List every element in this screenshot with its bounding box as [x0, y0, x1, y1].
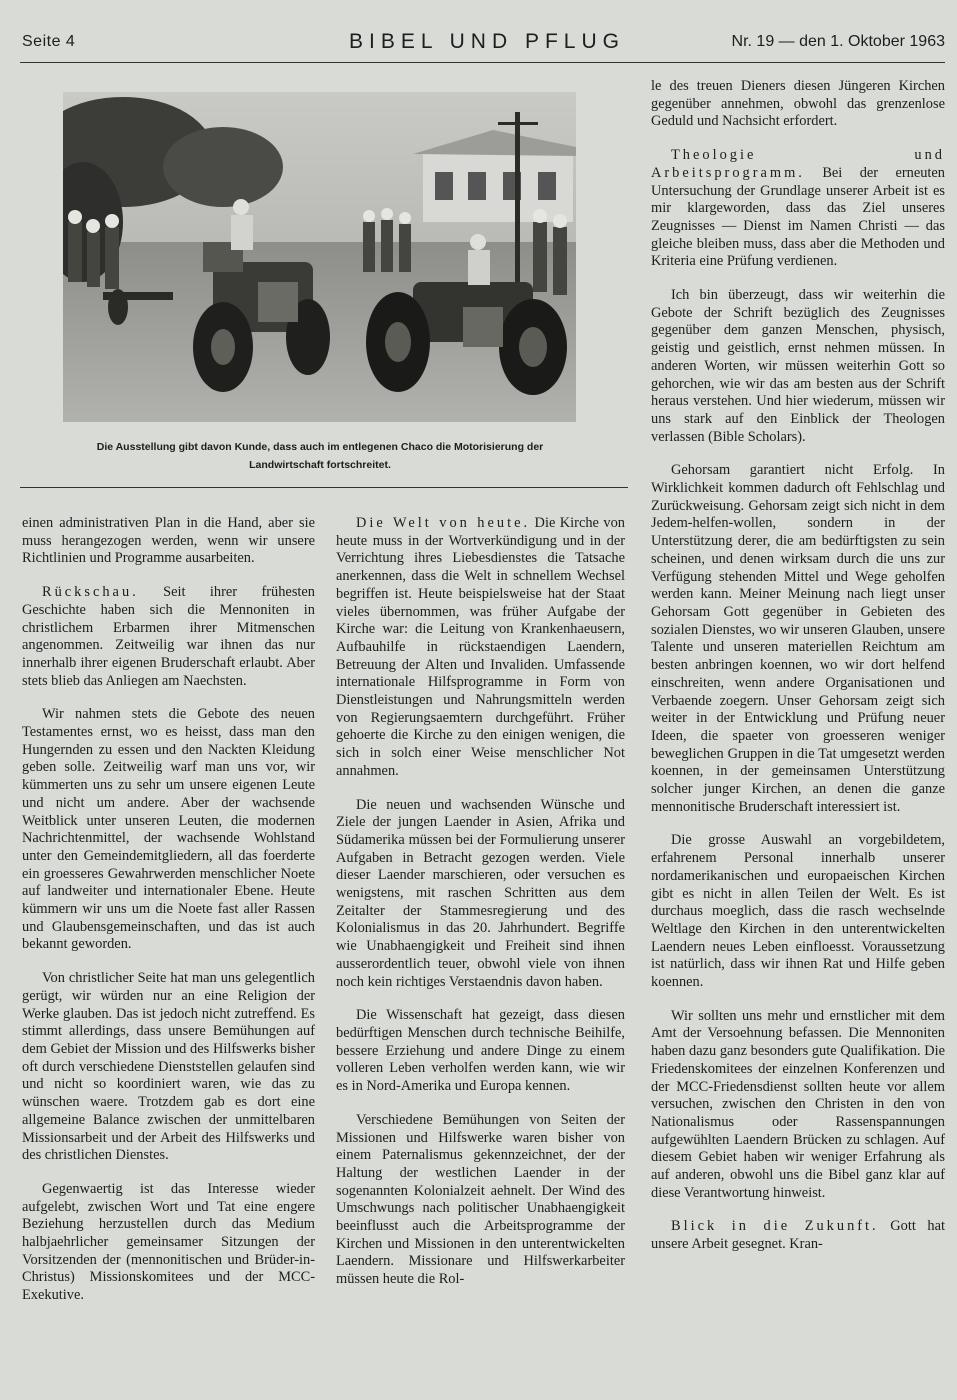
column-2	[336, 515, 625, 1305]
col3-paragraph: Ich bin überzeugt, dass wir weiterhin die Gebote der Schrift bezüglich des Zeugnisses gegenüber dem ganzen Menschen, physisch, geistig und geistlich, ernst nehmen müssen. In anderen Worten, wir müssen weiterhin Gott so gehorchen, wie wir das am besten aus der Schrift heraus verstehen. Und hier wiederum, müssen wir uns stark auf den Einblick der Theologen verlassen (Bible Scholars).	[651, 287, 945, 445]
photo-rule	[20, 487, 628, 488]
col3-paragraph: Die grosse Auswahl an vorgebildetem, erfahrenem Personal innerhalb unserer nordamerikanischen und europaeischen Kirchen gibt es nicht in allen Teilen der Welt. Es ist durchaus moeglich, dass die rasch wechselnde Weltlage den Kirchen in den unterentwickelten Laendern neues Leben einfloesst. Voraussetzung ist natürlich, dass wir ihnen Rat und Hilfe geben koennen.	[651, 832, 945, 991]
col3-paragraph-text: Gott hat unsere Arbeit gesegnet. Kran-	[651, 1218, 945, 1253]
col1-paragraph: Von christlicher Seite hat man uns gelegentlich gerügt, wir würden nur an eine Religion der Werke glauben. Das ist jedoch nicht zutreffend. Es stimmt allerdings, dass unsere Bemühungen auf dem Gebiet der Mission und des Hilfswerks bisher oft durch verschiedene Dienststellen gelaufen sind und nicht so koordiniert waren, wie das zu wünschen waere. Trotzdem gab es dort eine allgemeine Balance zwischen der unmittelbaren Missionsarbeit und der Arbeit des Hilfswerks und des christlichen Dienstes.	[22, 970, 315, 1164]
col3-paragraph-text: Bei der erneuten Untersuchung der Grundlage unserer Arbeit ist es mir klargeworden, dass das Ziel unseres Zeugnisses — Dienst im Namen Christi — das gleiche bleiben muss, dass aber die Methoden und Kriteria eine Prüfung verdienen.	[651, 164, 945, 270]
section-heading-theologie: Theologie und Arbeitsprogramm.	[651, 147, 945, 181]
col3-paragraph: le des treuen Dieners diesen Jüngeren Kirchen gegenüber annehmen, obwohl das grenzenlose Geduld und Nachsicht erfordert.	[651, 78, 945, 130]
header-rule	[20, 62, 945, 63]
col3-paragraph: Wir sollten uns mehr und ernstlicher mit dem Amt der Versoehnung befassen. Die Mennoniten haben dazu ganz besonders gute Qualifikation. Die Friedenskomitees der einzelnen Konferenzen und der MCC-Friedensdienst sollten heute vor allem versuchen, zwischen den Christen in den von Nationalismus oder Rassenspannungen aufgewühlten Laendern Brücken zu schlagen. Auf diesem Gebiet haben wir weniger Erfahrung als auf anderen, obwohl uns die Bibel ganz klar auf diese Verantwortung hinweist.	[651, 1007, 945, 1201]
col1-paragraph: einen administrativen Plan in die Hand, aber sie muss herangezogen werden, wenn wir unsere Richtlinien und Programme ausarbeiten.	[22, 515, 315, 567]
tractor-photo	[63, 92, 576, 422]
col1-paragraph-text: Seit ihrer frühesten Geschichte haben sich die Mennoniten in christlichem Erbarmen ihrer Mitmenschen angenommen. Zeitweilig war ihnen das nur innerhalb ihrer eigenen Bruderschaft erlaubt. Aber stets blieb das Anliegen am Naechsten.	[22, 584, 315, 689]
page-number: Seite 4	[22, 33, 76, 50]
col1-paragraph: Gegenwaertig ist das Interesse wieder aufgelebt, zwischen Wort und Tat eine engere Beziehung herzustellen durch das Medium halbjaehrlicher gemeinsamer Sitzungen der Vorsitzenden der (mennonitischen und Brüder-in-Christus) Missionskomitees und der MCC-Exekutive.	[22, 1180, 315, 1304]
photo-caption: Die Ausstellung gibt davon Kunde, dass auch im entlegenen Chaco die Motorisierung der Landwirtschaft fortschreitet.	[96, 441, 544, 471]
col3-paragraph-theologie	[651, 147, 945, 271]
tractor-photo-illustration	[63, 92, 576, 422]
col1-paragraph: Wir nahmen stets die Gebote des neuen Testamentes ernst, wo es heisst, dass man den Hungernden zu essen und den Nackten Kleidung geben solle. Zeitweilig warf man uns vor, wir kümmerten uns zu sehr um unsere eigenen Leute und nicht um andere. Aber der wachsende Weitblick unter unseren Leuten, die modernen Nachrichtenmittel, der wachsende Wohlstand unter den Gemeindemitgliedern, all das foerderte ein groesseres Gewahrwerden menschlicher Noete auf landweiter und internationaler Ebene. Heute kümmern wir uns um die Noete fast aller Rassen und Glaubensgemeinschaften, und das ist auch bekannt geworden.	[22, 706, 315, 953]
column-3	[651, 78, 945, 1270]
col2-paragraph-text: Die Kirche von heute muss in der Wortverkündigung und in der Verrichtung ihres Liebesdienstes die Tatsache anerkennen, dass die Welt in schnellem Wechsel begriffen ist. Heute beispielsweise hat der Staat vieles übernommen, was früher Aufgabe der Kirche war: die Leitung von Krankenhaeusern, Aufbauhilfe in rückstaendigen Laendern, Betreuung der Alten und Invaliden. Umfassende internationale Hilfsprogramme in Form von Dienstleistungen und Nahrungsmitteln werden von Regierungsaemtern durchgeführt. Früher gehoerte die Kirche zu den einigen wenigen, die sich in solch einer Weise menschlicher Not annahmen.	[336, 515, 625, 779]
column-1	[22, 515, 315, 1321]
col3-paragraph: Gehorsam garantiert nicht Erfolg. In Wirklichkeit kommen dadurch oft Fehlschlag und Zurückweisung. Gehorsam zeigt sich nicht in dem Jedem-helfen-wollen, sondern in der Unterstützung derer, die am bedürftigsten zu sein scheinen, und denen wirksam durch die uns zur Verfügung stehenden Mittel und Wege geholfen werden kann. Meiner Meinung nach liegt unser Gehorsam Gott gegenüber in Gebieten des sozialen Dienstes, wo wir unseren Glauben, unsere Talente und unseren materiellen Reichtum am besten anbringen koennen, wo wir dort helfend einschreiten, wenn andere Organisationen und Verbaende zoegern. Unser Gehorsam zeigt sich weiter in der Entwicklung und Prüfung neuer Ideen, die spaeter von groesseren weniger beweglichen Gruppen in die Tat umgesetzt werden koennen, in der gemeinsamen Unterstützung solcher junger Kirchen, an denen die ganze mennonitische Bruderschaft interessiert ist.	[651, 462, 945, 815]
col2-paragraph-welt	[336, 515, 625, 781]
col1-paragraph-rueckschau	[22, 584, 315, 690]
section-heading-zukunft: Blick in die Zukunft.	[671, 1218, 879, 1235]
section-heading-rueckschau: Rückschau.	[42, 584, 139, 601]
masthead-title: BIBEL UND PFLUG	[349, 30, 625, 53]
page-header	[22, 30, 945, 59]
col3-paragraph-zukunft	[651, 1218, 945, 1253]
issue-date: Nr. 19 — den 1. Oktober 1963	[731, 33, 945, 50]
col2-paragraph: Die neuen und wachsenden Wünsche und Ziele der jungen Laender in Asien, Afrika und Südamerika müssen bei der Formulierung unserer Aufgaben in Betracht gezogen werden. Viele dieser Laender marschieren, oder versuchen es wenigstens, mit raschen Schritten aus dem Zeitalter der Stammesregierung und des Kolonialismus in das 20. Jahrhundert. Begriffe wie Unabhaengigkeit und Freiheit sind ihnen ausserordentlich teuer, obwohl viele von ihnen noch kein richtiges Verstaendnis davon haben.	[336, 796, 625, 990]
col2-paragraph: Die Wissenschaft hat gezeigt, dass diesen bedürftigen Menschen durch technische Beihilfe, bessere Erziehung und andere Dinge zu einem volleren Leben verholfen werden kann, wie wir es in Nord-Amerika und Europa kennen.	[336, 1007, 625, 1095]
section-heading-welt-von-heute: Die Welt von heute.	[356, 515, 531, 531]
col2-paragraph: Verschiedene Bemühungen von Seiten der Missionen und Hilfswerke waren bisher von einem Paternalismus gekennzeichnet, der der Haltung der westlichen Laender in der sogenannten Kolonialzeit aehnelt. Der Wind des Umschwungs nach politischer Unabhaengigkeit beeinflusst auch die Arbeitsprogramme der Kirchen und Missionen in den unterentwickelten Laendern. Missionare und Hilfswerkarbeiter müssen heute die Rol-	[336, 1111, 625, 1288]
